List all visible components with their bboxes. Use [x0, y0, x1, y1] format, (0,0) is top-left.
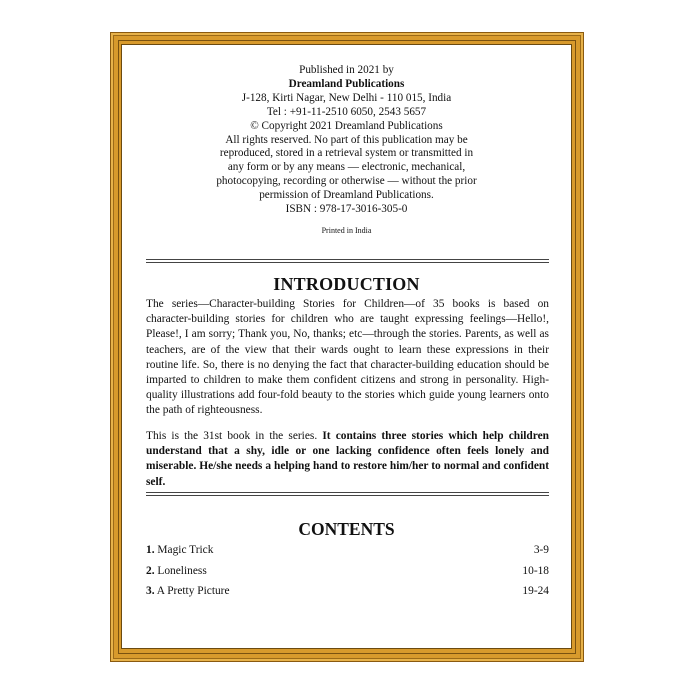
imprint-line: permission of Dreamland Publications. — [259, 189, 434, 202]
imprint-line: J-128, Kirti Nagar, New Delhi - 110 015, India — [241, 91, 452, 104]
item-title: Magic Trick — [157, 544, 214, 557]
imprint-line: Published in 2021 by — [299, 64, 394, 76]
divider-rule — [146, 495, 549, 496]
imprint-line: © Copyright 2021 Dreamland Publications — [250, 119, 443, 132]
item-pages: 3-9 — [533, 544, 549, 557]
contents-item — [146, 540, 549, 560]
publisher-name: Dreamland Publications — [288, 77, 405, 90]
introduction-paragraph-2 — [146, 429, 549, 490]
divider-rule — [146, 259, 549, 260]
isbn: ISBN : 978-17-3016-305-0 — [285, 203, 408, 216]
printed-in: Printed in India — [321, 226, 372, 235]
contents-heading: CONTENTS — [298, 519, 395, 539]
item-pages: 19-24 — [522, 584, 549, 597]
item-title: Loneliness — [157, 564, 207, 577]
item-pages: 10-18 — [522, 564, 549, 577]
imprint-line: any form or by any means — electronic, mechanical, — [227, 161, 466, 174]
divider-rule — [146, 492, 549, 493]
item-number: 3. — [146, 584, 155, 597]
imprint-line: reproduced, stored in a retrieval system or transmitted in — [219, 147, 474, 160]
imprint-line: photocopying, recording or otherwise — without the prior — [216, 175, 477, 188]
imprint-block — [0, 64, 693, 217]
introduction-heading: INTRODUCTION — [273, 274, 420, 294]
contents-item — [146, 560, 549, 580]
item-number: 2. — [146, 564, 155, 577]
paragraph-plain-text: This is the 31st book in the series. — [146, 430, 323, 442]
imprint-line: Tel : +91-11-2510 6050, 2543 5657 — [266, 105, 427, 118]
imprint-line: All rights reserved. No part of this publication may be — [225, 133, 468, 146]
divider-rule — [146, 262, 549, 263]
introduction-paragraph: The series—Character-building Stories for Children—of 35 books is based on character-building stories for children who are taught expressing feelings—Hello!, Please!, I am sorry; Thank you, No, thanks; etc—through the stories. Parents, as well as teachers, are of the view that their wards ought to learn these expressions in their routine life. So, there is no denying the fact that character-building education should be imparted to children to make them confident citizens and strong in personality. High-quality illustrations add four-fold beauty to the stories which guide young learners onto the path of righteousness. — [146, 298, 549, 417]
paragraph-bold-text: It contains three stories which help children understand that a shy, idle or one lacking confidence often feels lonely and miserable. He/she needs a helping hand to restore him/her to normal and confident self. — [146, 430, 550, 488]
item-number: 1. — [146, 544, 155, 557]
contents-item — [146, 581, 549, 601]
contents-list — [146, 540, 549, 601]
item-title: A Pretty Picture — [156, 584, 230, 597]
